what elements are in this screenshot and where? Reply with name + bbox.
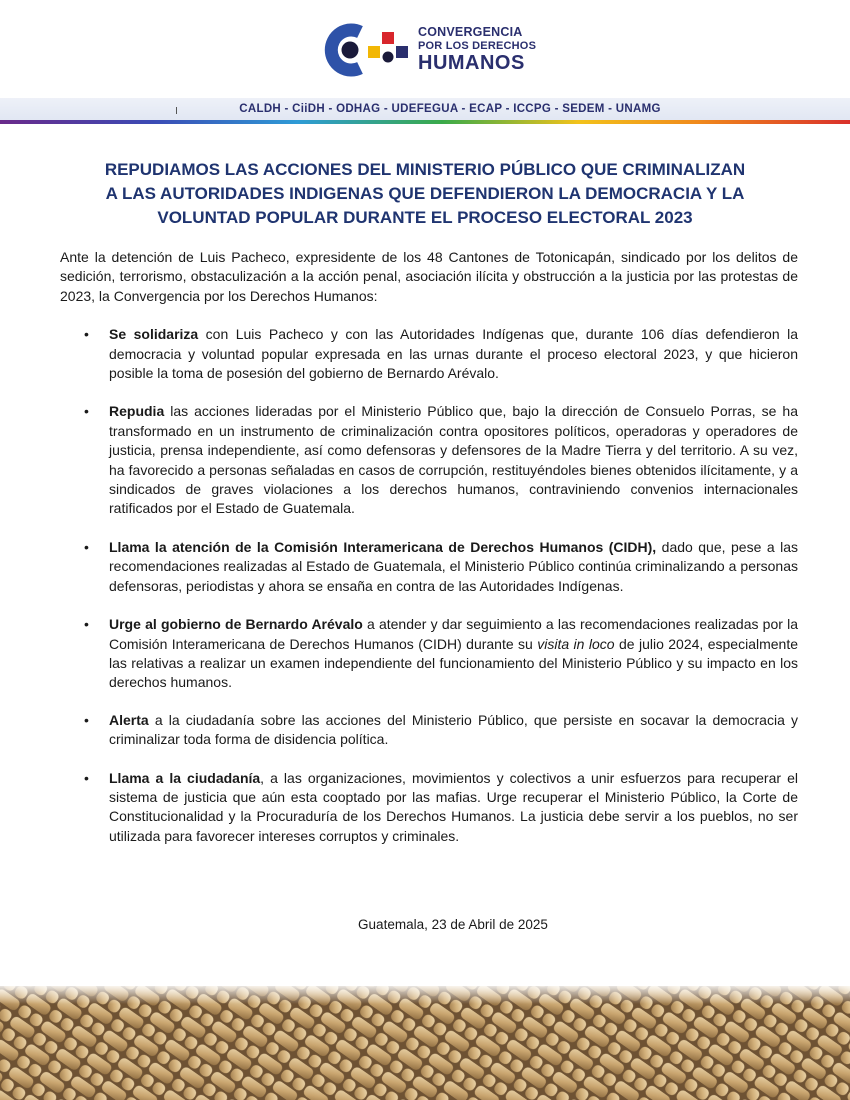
statement-body [60, 248, 798, 865]
title-line-1: REPUDIAMOS LAS ACCIONES DEL MINISTERIO PÚBLICO QUE CRIMINALIZAN [104, 160, 746, 179]
logo-line-convergencia: CONVERGENCIA [418, 25, 523, 39]
logo-wordmark [418, 26, 536, 73]
convergencia-logo [320, 18, 540, 82]
statement-points [60, 325, 798, 846]
bullet-icon: • [84, 769, 89, 786]
bullet-icon: • [84, 403, 89, 420]
point-text-after: de julio 2024, especialmente las relativas a realizar un examen independiente del funcionamiento del Ministerio Público y su impacto en los derechos humanos. [109, 635, 798, 691]
list-item [84, 325, 798, 383]
weave-top-fade [0, 986, 850, 1004]
point-text: dado que, pese a las recomendaciones realizadas al Estado de Guatemala, el Ministerio Público continúa criminalizando a personas defensoras, periodistas y ahora se ensaña en contra de las Autoridades Indígenas. [109, 538, 798, 594]
title-line-2: A LAS AUTORIDADES INDIGENAS QUE DEFENDIERON LA DEMOCRACIA Y LA [105, 184, 745, 203]
statement-title [60, 158, 790, 230]
point-lead: Llama a la ciudadanía [109, 769, 261, 786]
list-item [84, 538, 798, 596]
convergencia-logo-mark-icon [320, 20, 416, 80]
point-text: a la ciudadanía sobre las acciones del Ministerio Público, que persiste en socavar la democracia y criminalizar toda forma de disidencia política. [109, 711, 798, 748]
bullet-icon: • [84, 326, 89, 343]
woven-palm-footer [0, 986, 850, 1100]
point-lead: Repudia [109, 403, 165, 420]
point-text: con Luis Pacheco y con las Autoridades Indígenas que, durante 106 días defendieron la democracia y voluntad popular expresada en las urnas durante el proceso electoral 2023, y que hicieron posible la toma de posesión del gobierno de Bernardo Arévalo. [109, 326, 798, 382]
point-text: , a las organizaciones, movimientos y colectivos a unir esfuerzos para recuperar el sistema de justicia que aún esta cooptado por las mafias. Urge recuperar el Ministerio Público, la Corte de Constitucionalidad y la Procuraduría de los Derechos Humanos. La justicia debe servir a los pueblos, no ser utilizada para favorecer intereses corruptos y criminales. [109, 769, 798, 844]
statement-date: Guatemala, 23 de Abril de 2025 [358, 917, 548, 932]
logo-line-por-los-derechos: POR LOS DERECHOS [418, 39, 537, 52]
bullet-icon: • [84, 711, 89, 728]
point-lead: Urge al gobierno de Bernardo Arévalo [109, 616, 363, 633]
bullet-icon: • [84, 538, 89, 555]
list-item [84, 769, 798, 847]
list-item [84, 402, 798, 518]
rainbow-stripe [0, 120, 850, 124]
list-item [84, 615, 798, 693]
point-text-before: a atender y dar seguimiento a las recomendaciones realizadas por la Comisión Interamericana de Derechos Humanos (CIDH) durante su [109, 616, 798, 652]
point-lead: Alerta [109, 711, 149, 728]
bullet-icon: • [84, 616, 89, 633]
point-lead: Llama la atención de la Comisión Interamericana de Derechos Humanos (CIDH), [109, 538, 657, 555]
member-organizations: CALDH - CiiDH - ODHAG - UDEFEGUA - ECAP - ICCPG - SEDEM - UNAMG [239, 103, 661, 115]
point-text: las acciones lideradas por el Ministerio Público que, bajo la dirección de Consuelo Porras, se ha transformado en un instrumento de criminalización contra opositores políticos, operadoras y operadores de justicia, prensa independiente, así como defensoras y defensores de la Madre Tierra y del territorio. A su vez, ha favorecido a personas señaladas en casos de corrupción, restituyéndoles bienes obtenidos ilícitamente, y a sindicados de graves violaciones a los derechos humanos, contraviniendo convenios internacionales ratificados por el Estado de Guatemala. [109, 403, 798, 517]
intro-paragraph: Ante la detención de Luis Pacheco, expresidente de los 48 Cantones de Totonicapán, sindicado por los delitos de sedición, terrorismo, obstaculización a la acción penal, asociación ilícita y obstrucción a la justicia por las protestas de 2023, la Convergencia por los Derechos Humanos: [60, 249, 798, 304]
member-organizations-band [0, 98, 850, 124]
logo-line-humanos: HUMANOS [418, 51, 525, 74]
point-lead: Se solidariza [109, 326, 199, 343]
point-italic: visita in loco [537, 635, 615, 652]
list-item [84, 711, 798, 750]
title-line-3: VOLUNTAD POPULAR DURANTE EL PROCESO ELECTORAL 2023 [157, 208, 693, 227]
